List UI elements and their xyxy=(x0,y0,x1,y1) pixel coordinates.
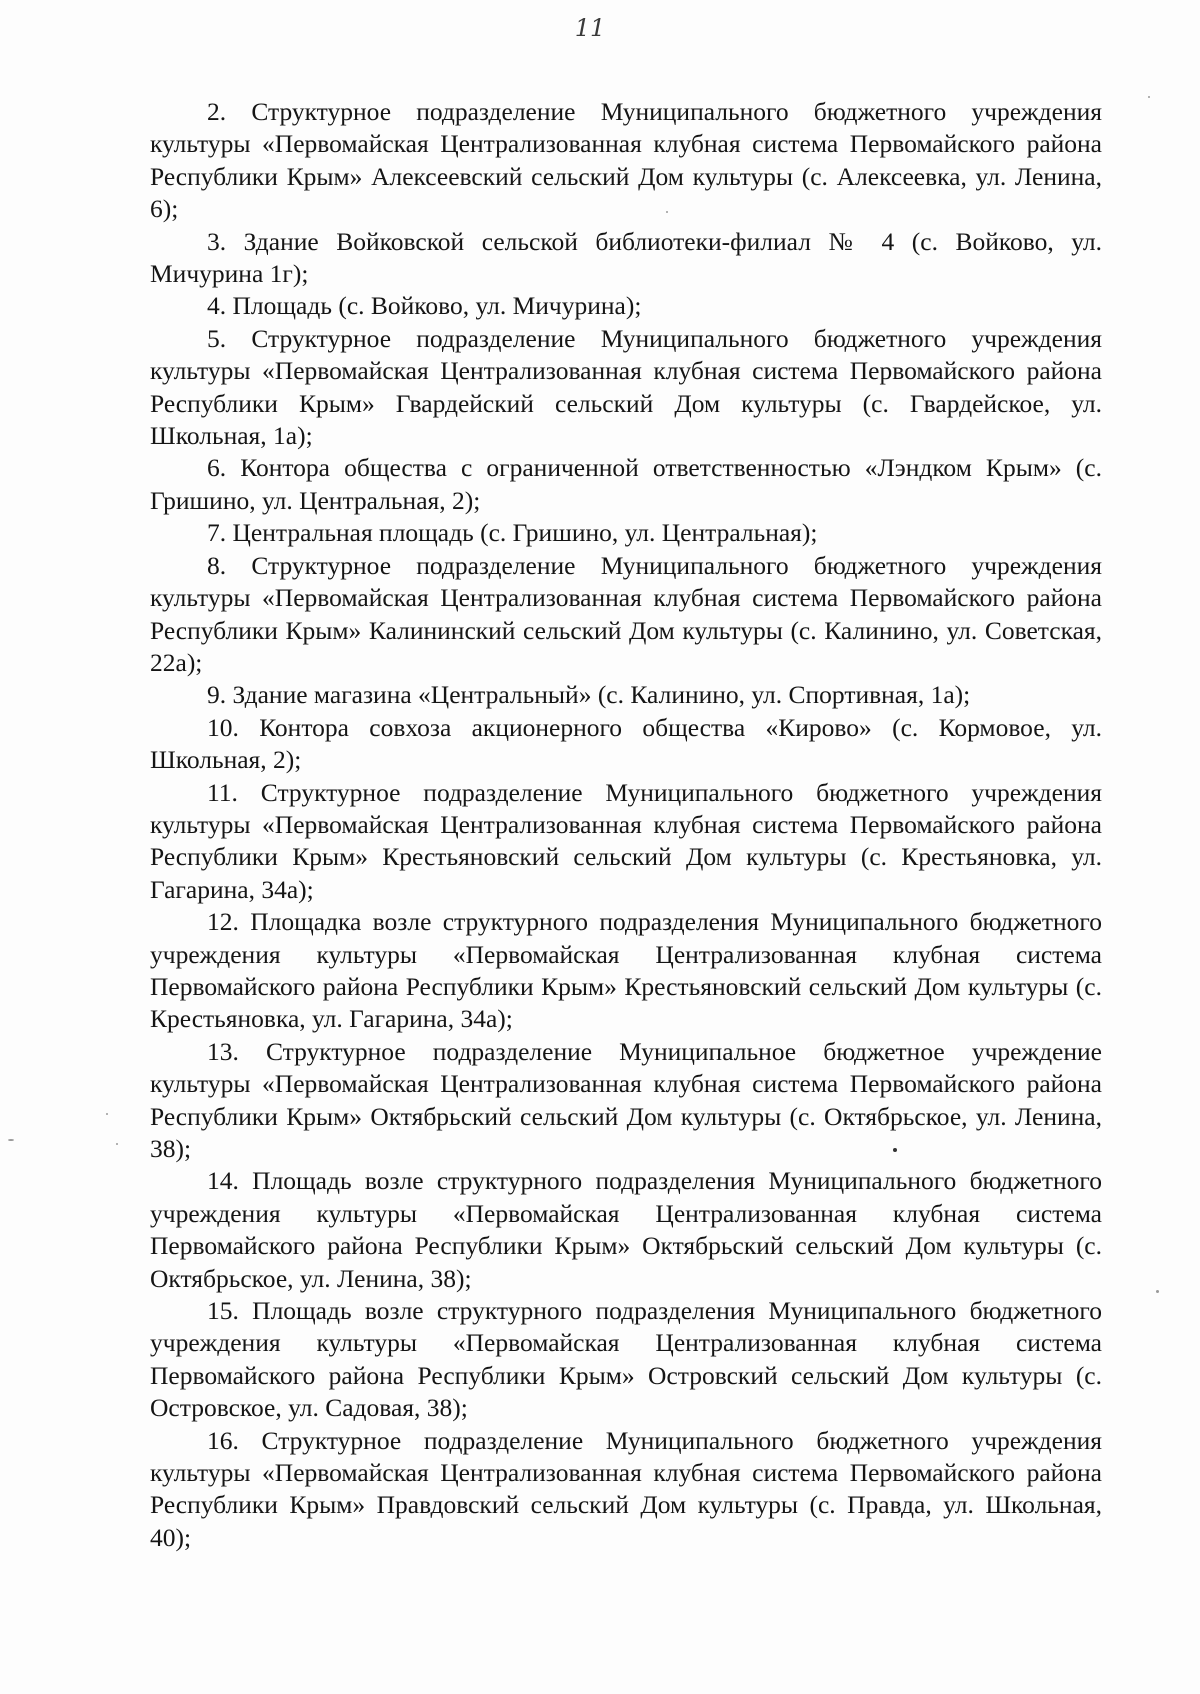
list-item: 15. Площадь возле структурного подразделения Муниципального бюджетного учреждения культуры «Первомайская Централизованная клубная система Первомайского района Республики Крым» Островский сельский Дом культуры (с. Островское, ул. Садовая, 38); xyxy=(150,1296,1102,1423)
list-item: 8. Структурное подразделение Муниципального бюджетного учреждения культуры «Первомайская Централизованная клубная система Первомайского района Республики Крым» Калининский сельский Дом культуры (с. Калинино, ул. Советская, 22а); xyxy=(150,550,1102,677)
scan-speck xyxy=(106,1113,108,1115)
list-item: 13. Структурное подразделение Муниципальное бюджетное учреждение культуры «Первомайская Централизованная клубная система Первомайского района Республики Крым» Октябрьский сельский Дом культуры (с. Октябрьское, ул. Ленина, 38); xyxy=(150,1036,1102,1163)
list-item: 4. Площадь (с. Войково, ул. Мичурина); xyxy=(207,291,642,321)
list-item: 2. Структурное подразделение Муниципального бюджетного учреждения культуры «Первомайская Централизованная клубная система Первомайского района Республики Крым» Алексеевский сельский Дом культуры (с. Алексеевка, ул. Ленина, 6); xyxy=(150,97,1102,224)
list-item: 10. Контора совхоза акционерного общества «Кирово» (с. Кормовое, ул. Школьная, 2); xyxy=(150,712,1102,775)
scan-speck xyxy=(8,1139,14,1141)
list-item: 14. Площадь возле структурного подразделения Муниципального бюджетного учреждения культуры «Первомайская Централизованная клубная система Первомайского района Республики Крым» Октябрьский сельский Дом культуры (с. Октябрьское, ул. Ленина, 38); xyxy=(150,1166,1102,1293)
list-item: 7. Центральная площадь (с. Гришино, ул. Центральная); xyxy=(207,518,818,548)
document-body xyxy=(150,96,1102,1554)
list-item: 5. Структурное подразделение Муниципального бюджетного учреждения культуры «Первомайская Централизованная клубная система Первомайского района Республики Крым» Гвардейский сельский Дом культуры (с. Гвардейское, ул. Школьная, 1а); xyxy=(150,323,1102,451)
list-item: 12. Площадка возле структурного подразделения Муниципального бюджетного учреждения культуры «Первомайская Централизованная клубная система Первомайского района Республики Крым» Крестьяновский сельский Дом культуры (с. Крестьяновка, ул. Гагарина, 34а); xyxy=(150,907,1102,1034)
list-item: 6. Контора общества с ограниченной ответственностью «Лэндком Крым» (с. Гришино, ул. Центральная, 2); xyxy=(150,453,1102,515)
list-item: 16. Структурное подразделение Муниципального бюджетного учреждения культуры «Первомайская Централизованная клубная система Первомайского района Республики Крым» Правдовский сельский Дом культуры (с. Правда, ул. Школьная, 40); xyxy=(150,1425,1102,1552)
scan-speck xyxy=(1156,1290,1159,1293)
scan-speck xyxy=(666,211,668,213)
scan-speck xyxy=(116,1143,118,1145)
list-item: 11. Структурное подразделение Муниципального бюджетного учреждения культуры «Первомайская Централизованная клубная система Первомайского района Республики Крым» Крестьяновский сельский Дом культуры (с. Крестьяновка, ул. Гагарина, 34а); xyxy=(150,777,1102,904)
scan-speck xyxy=(1148,96,1150,98)
scan-speck xyxy=(893,1148,897,1152)
list-item: 3. Здание Войковской сельской библиотеки-филиал № 4 (с. Войково, ул. Мичурина 1г); xyxy=(150,226,1102,289)
list-item: 9. Здание магазина «Центральный» (с. Калинино, ул. Спортивная, 1а); xyxy=(207,680,971,710)
page-number: 11 xyxy=(574,14,606,42)
